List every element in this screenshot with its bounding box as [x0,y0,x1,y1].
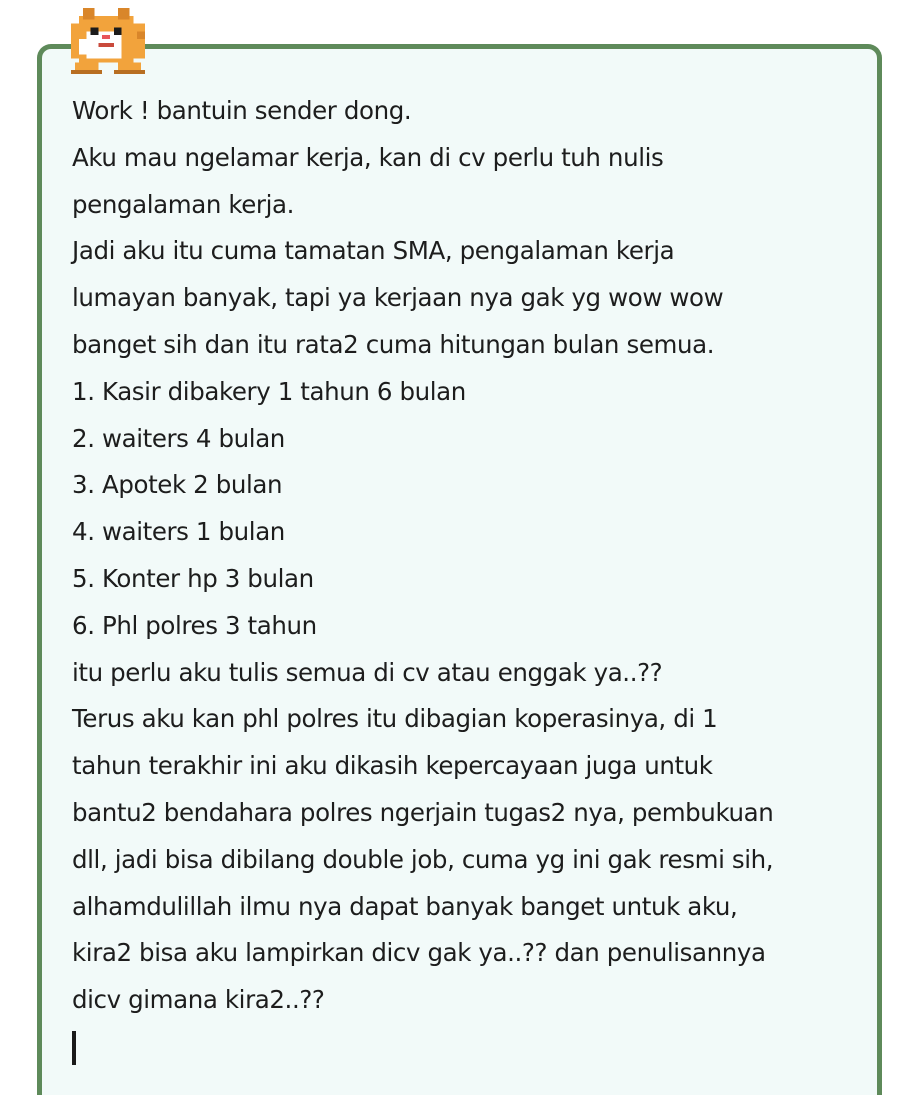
note-line: pengalaman kerja. [72,189,295,219]
pixel-hamster-icon [62,8,158,78]
note-line: kira2 bisa aku lampirkan dicv gak ya..?? dan penulisannya [72,938,766,968]
note-line: 4. waiters 1 bulan [72,517,285,547]
note-line: Aku mau ngelamar kerja, kan di cv perlu tuh nulis [72,142,664,172]
note-line: banget sih dan itu rata2 cuma hitungan bulan semua. [72,329,715,359]
note-line: 5. Konter hp 3 bulan [72,563,314,593]
note-line: dll, jadi bisa dibilang double job, cuma yg ini gak resmi sih, [72,844,774,874]
note-line: tahun terakhir ini aku dikasih kepercayaan juga untuk [72,751,713,781]
note-line: alhamdulillah ilmu nya dapat banyak banget untuk aku, [72,891,738,921]
note-text[interactable] [72,88,872,1024]
note-line: dicv gimana kira2..?? [72,985,325,1015]
note-line: 2. waiters 4 bulan [72,423,285,453]
note-line: itu perlu aku tulis semua di cv atau enggak ya..?? [72,657,663,687]
note-line: 3. Apotek 2 bulan [72,470,283,500]
note-line: bantu2 bendahara polres ngerjain tugas2 nya, pembukuan [72,797,774,827]
note-line: Work ! bantuin sender dong. [72,96,412,125]
note-line: lumayan banyak, tapi ya kerjaan nya gak yg wow wow [72,283,724,313]
note-line: 1. Kasir dibakery 1 tahun 6 bulan [72,376,466,406]
note-line: 6. Phl polres 3 tahun [72,610,317,640]
note-line: Jadi aku itu cuma tamatan SMA, pengalaman kerja [72,236,675,266]
note-line: Terus aku kan phl polres itu dibagian koperasinya, di 1 [72,704,718,734]
text-cursor [72,1031,76,1065]
